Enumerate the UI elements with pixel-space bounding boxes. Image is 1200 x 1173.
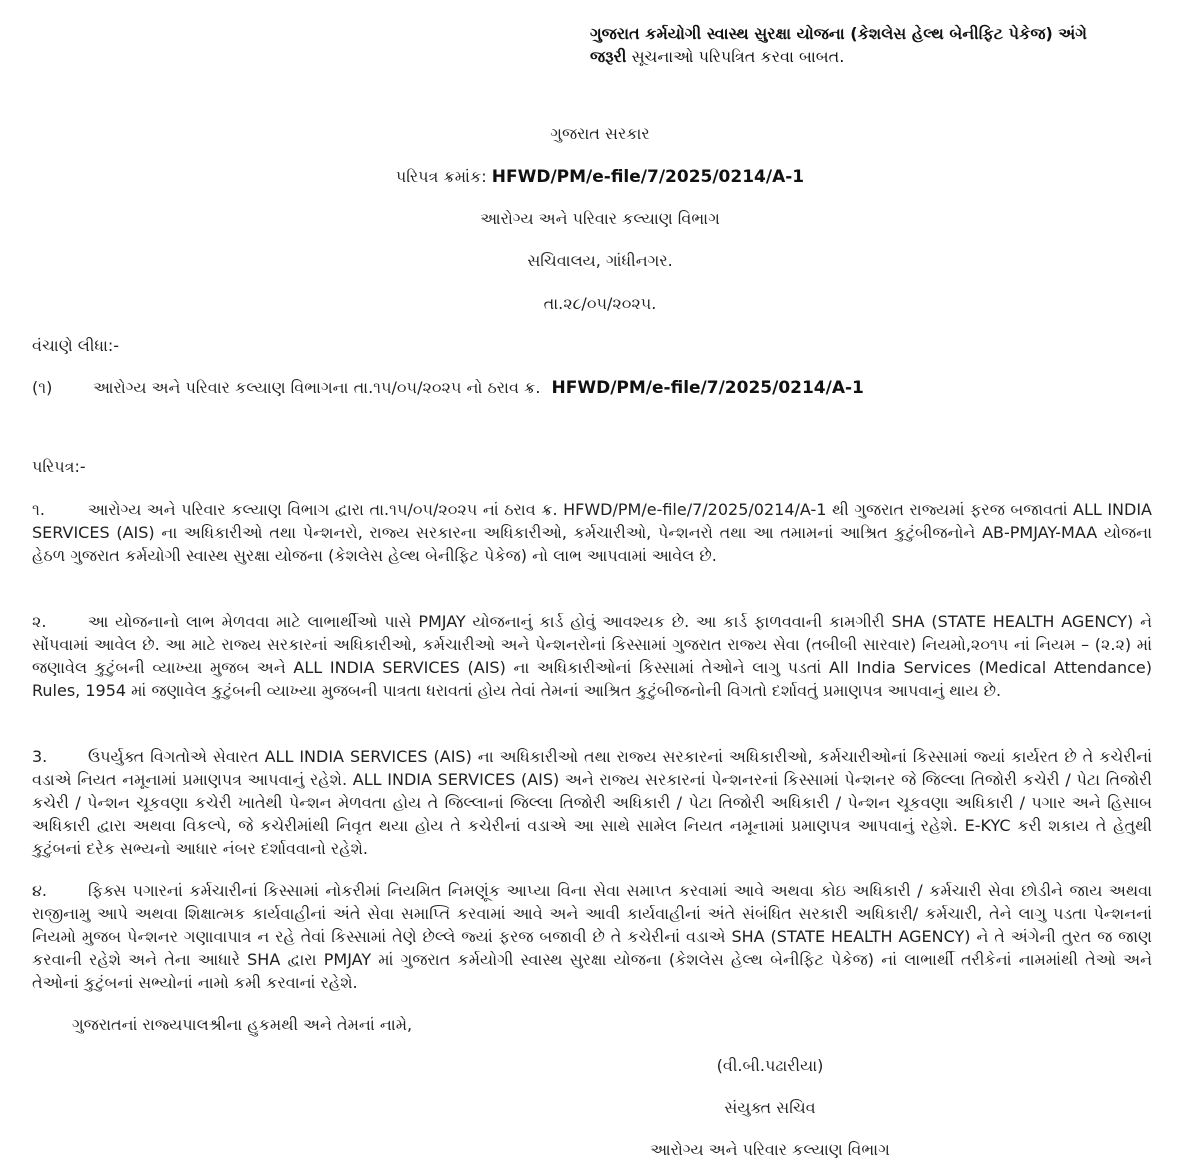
subject-line-2-bold: જરૂરી: [590, 47, 627, 66]
circular-number: HFWD/PM/e-file/7/2025/0214/A-1: [491, 167, 805, 187]
closing-line: ગુજરાતનાં રાજ્યપાલશ્રીના હુકમથી અને તેમનાં નામે,: [72, 1015, 413, 1034]
signatory-designation: સંયુક્ત સચિવ: [724, 1098, 816, 1117]
subject-block: [590, 22, 1170, 68]
paragraph-2: [32, 610, 1152, 702]
paragraph-number: ૨.: [32, 612, 47, 631]
circular-number-label: પરિપત્ર ક્રમાંક:: [395, 167, 487, 186]
reference-item: [32, 378, 864, 398]
reference-code: HFWD/PM/e-file/7/2025/0214/A-1: [551, 378, 864, 398]
signatory-department: આરોગ્ય અને પરિવાર કલ્યાણ વિભાગ: [650, 1140, 890, 1159]
reference-number: (૧): [32, 378, 53, 397]
paragraph-text: ફિક્સ પગારનાં કર્મચારીનાં કિસ્સામાં નોકરીમાં નિયમિત નિમણૂંક આપ્યા વિના સેવા સમાપ્ત કરવામાં આવે અથવા કોઇ અધિકારી / કર્મચારી સેવા છોડીને જાય અથવા રાજીનામુ આપે અથવા શિક્ષાત્મક કાર્યવાહીનાં અંતે સેવા સમાપ્તિ કરવામાં આવે અને આવી કાર્યવાહીનાં અંતે સંબંધિત સરકારી અધિકારી/ કર્મચારી, તેને લાગુ પડતા પેન્શનનાં નિયમો મુજબ પેન્શનર ગણાવાપાત્ર ન રહે તેવાં કિસ્સામાં તેણે છેલ્લે જ્યાં ફરજ બજાવી છે તે કચેરીનાં વડાએ SHA (STATE HEALTH AGENCY) ને તે અંગેની તુરત જ જાણ કરવાની રહેશે અને તેના આધારે SHA દ્વારા PMJAY માં ગુજરાત કર્મયોગી સ્વાસ્થ સુરક્ષા યોજના (કેશલેસ હેલ્થ બેનીફિટ પેકેજ) નાં લાભાર્થી તરીકેનાં નામમાંથી તેઓ અને તેઓનાં કુટુંબનાં સભ્યોનાં નામો કમી કરવાનાં રહેશે.: [32, 881, 1152, 992]
paragraph-3: [32, 745, 1152, 860]
circular-number-line: [0, 167, 1200, 187]
circular-label: પરિપત્ર:-: [32, 457, 86, 476]
department-name: આરોગ્ય અને પરિવાર કલ્યાણ વિભાગ: [480, 209, 720, 228]
government-name: ગુજરાત સરકાર: [550, 124, 650, 143]
references-label: વંચાણે લીધા:-: [32, 336, 120, 355]
subject-line-1: ગુજરાત કર્મયોગી સ્વાસ્થ સુરક્ષા યોજના (કેશલેસ હેલ્થ બેનીફિટ પેકેજ) અંગે: [590, 24, 1087, 43]
issue-date: તા.૨૮/૦૫/૨૦૨૫.: [543, 294, 657, 313]
signatory-name: (વી.બી.પઢારીયા): [716, 1056, 824, 1075]
paragraph-4: [32, 879, 1152, 994]
paragraph-number: ૧.: [32, 500, 45, 519]
paragraph-text: ઉપર્યુક્ત વિગતોએ સેવારત ALL INDIA SERVICES (AIS) ના અધિકારીઓ તથા રાજ્ય સરકારનાં અધિકારીઓ, કર્મચારીઓનાં કિસ્સામાં જ્યાં કાર્યરત છે તે કચેરીનાં વડાએ નિયત નમૂનામાં પ્રમાણપત્ર આપવાનું રહેશે. ALL INDIA SERVICES (AIS) અને રાજ્ય સરકારનાં પેન્શનરનાં કિસ્સામાં પેન્શનર જે જિલ્લા તિજોરી કચેરી / પેટા તિજોરી કચેરી / પેન્શન ચૂકવણા કચેરી ખાતેથી પેન્શન મેળવતા હોય તે જિલ્લાનાં જિલ્લા તિજોરી અધિકારી / પેટા તિજોરી અધિકારી / પેન્શન ચૂકવણા અધિકારી / પગાર અને હિસાબ અધિકારી દ્વારા અથવા વિકલ્પે, જે કચેરીમાંથી નિવૃત થયા હોય તે કચેરીનાં વડાએ આ સાથે સામેલ નિયત નમૂનામાં પ્રમાણપત્ર આપવાનું રહેશે. E-KYC કરી શકાય તે હેતુથી કુટુંબનાં દરેક સભ્યનો આધાર નંબર દર્શાવવાનો રહેશે.: [32, 747, 1152, 858]
paragraph-number: ૪.: [32, 881, 48, 900]
paragraph-1: [32, 498, 1152, 567]
subject-line-2-rest: સૂચનાઓ પરિપત્રિત કરવા બાબત.: [626, 47, 845, 66]
paragraph-number: 3.: [32, 747, 48, 766]
paragraph-text: આરોગ્ય અને પરિવાર કલ્યાણ વિભાગ દ્વારા તા.૧૫/૦૫/૨૦૨૫ નાં ઠરાવ ક્ર. HFWD/PM/e-file/7/2025/0214/A-1 થી ગુજરાત રાજ્યમાં ફરજ બજાવતાં ALL INDIA SERVICES (AIS) ના અધિકારીઓ તથા પેન્શનરો, રાજ્ય સરકારના અધિકારીઓ, કર્મચારીઓ, પેન્શનરો તથા આ તમામનાં આશ્રિત કુટુંબીજનોને AB-PMJAY-MAA યોજના હેઠળ ગુજરાત કર્મયોગી સ્વાસ્થ સુરક્ષા યોજના (કેશલેસ હેલ્થ બેનીફિટ પેકેજ) નો લાભ આપવામાં આવેલ છે.: [32, 500, 1152, 565]
reference-text: આરોગ્ય અને પરિવાર કલ્યાણ વિભાગના તા.૧૫/૦૫/૨૦૨૫ નો ઠરાવ ક્ર.: [93, 378, 541, 397]
paragraph-text: આ યોજનાનો લાભ મેળવવા માટે લાભાર્થીઓ પાસે PMJAY યોજનાનું કાર્ડ હોવું આવશ્યક છે. આ કાર્ડ ફાળવવાની કામગીરી SHA (STATE HEALTH AGENCY) ને સોંપવામાં આવેલ છે. આ માટે રાજ્ય સરકારનાં અધિકારીઓ, કર્મચારીઓ અને પેન્શનરોનાં કિસ્સામાં ગુજરાત રાજ્ય સેવા (તબીબી સારવાર) નિયમો,૨૦૧૫ નાં નિયમ – (૨.૨) માં જણાવેલ કુટુંબની વ્યાખ્યા મુજબ અને ALL INDIA SERVICES (AIS) ના અધિકારીઓનાં કિસ્સામાં તેઓને લાગુ પડતાં All India Services (Medical Attendance) Rules, 1954 માં જણાવેલ કુટુંબની વ્યાખ્યા મુજબની પાત્રતા ધરાવતાં હોય તેવાં તેમનાં આશ્રિત કુટુંબીજનોની વિગતો દર્શાવતું પ્રમાણપત્ર આપવાનું થાય છે.: [32, 612, 1152, 700]
location: સચિવાલય, ગાંધીનગર.: [527, 251, 673, 270]
